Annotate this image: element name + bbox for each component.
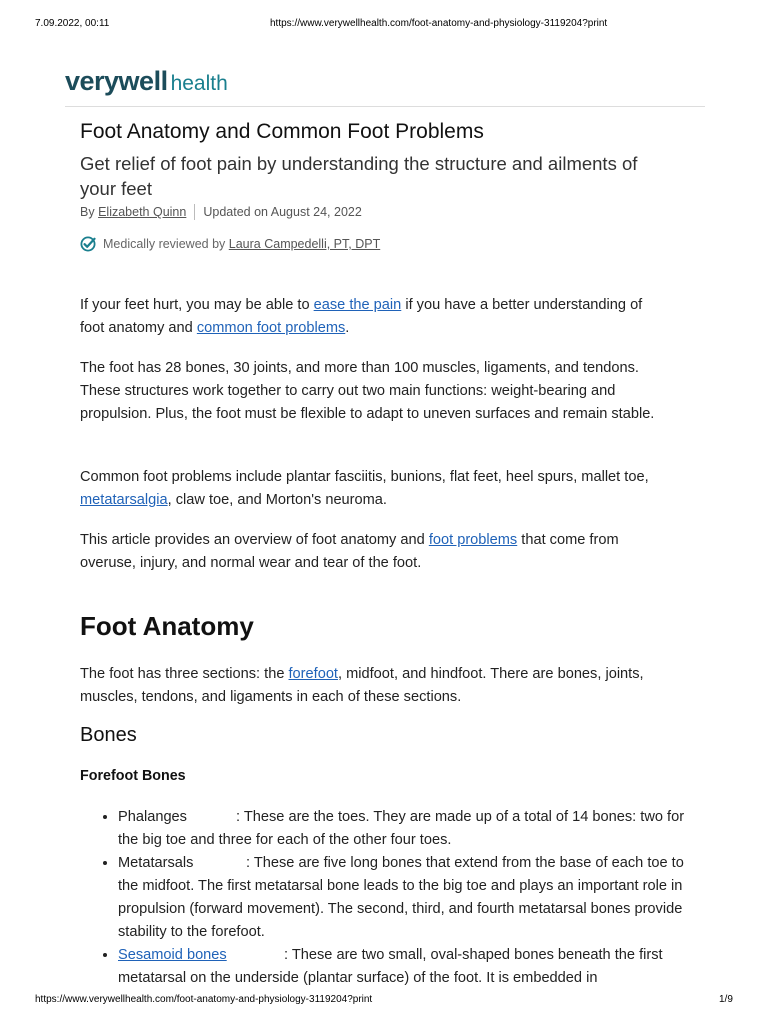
list-item (118, 944, 708, 990)
bullet-term: Metatarsals (118, 855, 194, 871)
bones-heading: Bones (80, 724, 137, 746)
forefoot-bones-heading: Forefoot Bones (80, 768, 186, 784)
author-link[interactable]: Elizabeth Quinn (98, 205, 187, 219)
intro-paragraph (80, 294, 670, 340)
reviewer-link[interactable]: Laura Campedelli, PT, DPT (228, 237, 381, 251)
updated-date: Updated on August 24, 2022 (203, 205, 362, 219)
p4-text-a: This article provides an overview of foot anatomy and (80, 532, 429, 548)
page-number: 1/9 (719, 994, 733, 1005)
ease-the-pain-link[interactable]: ease the pain (313, 297, 402, 313)
structure-paragraph: The foot has 28 bones, 30 joints, and more than 100 muscles, ligaments, and tendons. These structures work together to carry out two main functions: weight-bearing and propulsion. Plus, the foot must be flexible to adapt to uneven surfaces and remain stable. (80, 360, 655, 422)
byline-by: By (80, 205, 95, 219)
byline-separator (194, 204, 195, 220)
common-foot-problems-link[interactable]: common foot problems (196, 320, 346, 336)
p5-text-a: The foot has three sections: the (80, 666, 289, 682)
bullet-text: : These are the toes. They are made up of a total of 14 bones: two for the big toe and three for each of the other four toes. (118, 809, 685, 848)
foot-anatomy-heading: Foot Anatomy (80, 611, 254, 641)
print-date: 7.09.2022, 00:11 (35, 18, 110, 29)
footer-url: https://www.verywellhealth.com/foot-anatomy-and-physiology-3119204?print (35, 994, 373, 1005)
list-item (118, 852, 708, 944)
metatarsalgia-link[interactable]: metatarsalgia (80, 492, 168, 508)
logo-brand: verywell (65, 66, 168, 96)
reviewed-prefix: Medically reviewed by (103, 237, 226, 251)
foot-problems-link[interactable]: foot problems (428, 532, 518, 548)
p3-text-b: , claw toe, and Morton's neuroma. (167, 492, 387, 508)
p5-text-b: , midfoot, and hindfoot. There are bones, joints, muscles, tendons, and ligaments in each of these sections. (80, 666, 644, 705)
header-divider (65, 106, 705, 107)
medical-review (80, 236, 380, 252)
problems-paragraph (80, 466, 670, 512)
p4-text-b: that come from overuse, injury, and normal wear and tear of the foot. (80, 532, 619, 571)
forefoot-link[interactable]: forefoot (288, 666, 338, 682)
sesamoid-bones-link[interactable]: Sesamoid bones (118, 947, 227, 963)
print-url: https://www.verywellhealth.com/foot-anatomy-and-physiology-3119204?print (270, 18, 608, 29)
forefoot-bones-list (80, 806, 708, 990)
article-subtitle: Get relief of foot pain by understanding the structure and ailments of your feet (80, 153, 638, 199)
bullet-text: : These are five long bones that extend from the base of each toe to the midfoot. The first metatarsal bone leads to the big toe and plays an important role in propulsion (forward movement). The second, third, and fourth metatarsal bones provide stability to the forefoot. (118, 855, 684, 940)
p1-text-c: . (345, 320, 350, 336)
p1-text-a: If your feet hurt, you may be able to (80, 297, 314, 313)
check-badge-icon (80, 236, 96, 252)
bullet-term: Phalanges (118, 809, 187, 825)
p3-text-a: Common foot problems include plantar fasciitis, bunions, flat feet, heel spurs, mallet toe, (80, 469, 649, 485)
p1-text-b: if you have a better understanding of foot anatomy and (80, 297, 643, 336)
logo-sub: health (170, 72, 228, 95)
overview-paragraph (80, 529, 670, 575)
article-title: Foot Anatomy and Common Foot Problems (80, 120, 484, 143)
list-item (118, 806, 708, 852)
bullet-text: : These are two small, oval-shaped bones beneath the first metatarsal on the underside (plantar surface) of the foot. It is embedded in (118, 947, 663, 986)
sections-paragraph (80, 663, 670, 709)
byline (80, 204, 362, 220)
verywell-health-logo[interactable] (65, 66, 228, 100)
